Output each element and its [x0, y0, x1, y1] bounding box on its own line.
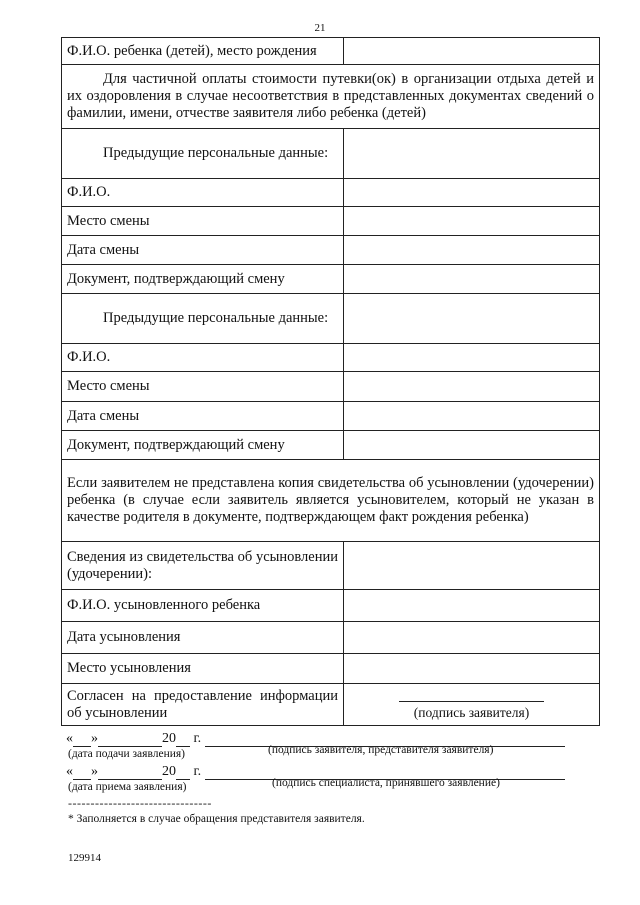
row-date-1 [62, 236, 600, 265]
label-consent: Согласен на предоставление информации об усыновлении [62, 684, 344, 726]
submit-year-field[interactable] [176, 734, 190, 747]
row-place-1 [62, 207, 600, 236]
row-adoption-intro [62, 460, 600, 542]
row-fio-1 [62, 179, 600, 207]
field-consent-signature[interactable] [344, 684, 600, 726]
document-code: 129914 [68, 852, 101, 864]
row-prev-data-1 [62, 129, 600, 179]
accept-date-line: « » 20 г. [66, 764, 596, 780]
consent-signature-caption: (подпись заявителя) [413, 705, 530, 720]
label-place-2: Место смены [62, 372, 344, 402]
label-doc-2: Документ, подтверждающий смену [62, 431, 344, 460]
page-number: 21 [314, 22, 326, 34]
accept-date-caption: (дата приема заявления) [68, 781, 187, 793]
label-date-1: Дата смены [62, 236, 344, 265]
label-child-name-birthplace: Ф.И.О. ребенка (детей), место рождения [62, 38, 344, 65]
row-consent [62, 684, 600, 726]
field-fio-1[interactable] [344, 179, 600, 207]
field-date-1[interactable] [344, 236, 600, 265]
row-adoption-place [62, 654, 600, 684]
accept-sign-caption: (подпись специалиста, принявшего заявление) [272, 777, 500, 789]
submit-month-field[interactable] [98, 734, 162, 747]
section-intro-text: Для частичной оплаты стоимости путевки(ок) в организации отдыха детей и их оздоровления в случае несоответствия в представленных документах сведений о фамилии, имени, отчестве заявителя либо ребенка (детей) [62, 65, 600, 129]
field-adoption-info[interactable] [344, 542, 600, 590]
application-form-table [61, 37, 600, 726]
label-place-1: Место смены [62, 207, 344, 236]
label-adoption-date: Дата усыновления [62, 622, 344, 654]
field-doc-2[interactable] [344, 431, 600, 460]
row-adoption-date [62, 622, 600, 654]
label-date-2: Дата смены [62, 402, 344, 431]
row-place-2 [62, 372, 600, 402]
row-fio-2 [62, 344, 600, 372]
row-prev-data-2 [62, 294, 600, 344]
label-prev-data-2: Предыдущие персональные данные: [62, 294, 344, 344]
field-date-2[interactable] [344, 402, 600, 431]
row-doc-1 [62, 265, 600, 294]
submit-sign-caption: (подпись заявителя, представителя заявителя) [268, 744, 494, 756]
adoption-intro-text: Если заявителем не представлена копия свидетельства об усыновлении (удочерении) ребенка (в случае если заявитель является усыновителем, который не указан в качестве родителя в документе, подтверждающем факт рождения ребенка) [62, 460, 600, 542]
field-adoption-date[interactable] [344, 622, 600, 654]
field-child-name-birthplace[interactable] [344, 38, 600, 65]
field-doc-1[interactable] [344, 265, 600, 294]
submit-day-field[interactable] [73, 734, 91, 747]
row-date-2 [62, 402, 600, 431]
field-place-1[interactable] [344, 207, 600, 236]
row-adoption-info [62, 542, 600, 590]
field-adoption-place[interactable] [344, 654, 600, 684]
row-child-name [62, 38, 600, 65]
submit-date-caption: (дата подачи заявления) [68, 748, 185, 760]
field-prev-data-2[interactable] [344, 294, 600, 344]
row-adopted-fio [62, 590, 600, 622]
submit-date-line: « » 20 г. [66, 731, 596, 747]
label-adoption-info: Сведения из свидетельства об усыновлении (удочерении): [62, 542, 344, 590]
label-fio-2: Ф.И.О. [62, 344, 344, 372]
label-doc-1: Документ, подтверждающий смену [62, 265, 344, 294]
accept-day-field[interactable] [73, 767, 91, 780]
label-adoption-place: Место усыновления [62, 654, 344, 684]
label-fio-1: Ф.И.О. [62, 179, 344, 207]
row-section-intro [62, 65, 600, 129]
accept-month-field[interactable] [98, 767, 162, 780]
signature-line [399, 701, 544, 702]
row-doc-2 [62, 431, 600, 460]
field-fio-2[interactable] [344, 344, 600, 372]
field-prev-data-1[interactable] [344, 129, 600, 179]
footnote: * Заполняется в случае обращения представителя заявителя. [68, 813, 365, 825]
footnote-separator: -------------------------------- [68, 796, 212, 810]
label-adopted-fio: Ф.И.О. усыновленного ребенка [62, 590, 344, 622]
accept-year-field[interactable] [176, 767, 190, 780]
field-place-2[interactable] [344, 372, 600, 402]
label-prev-data-1: Предыдущие персональные данные: [62, 129, 344, 179]
field-adopted-fio[interactable] [344, 590, 600, 622]
